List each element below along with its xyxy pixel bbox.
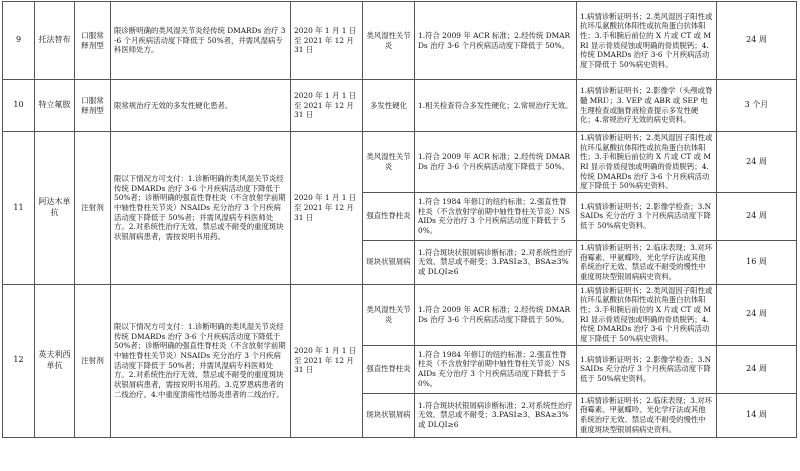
table-row	[3, 80, 797, 132]
drug-name: 英夫利西单抗	[35, 284, 75, 437]
row-number: 10	[3, 80, 35, 132]
material-text: 1.病情诊断证明书；2.临床表现；3.对环孢霉素、甲氨蝶呤、光化学疗法或其他系统治疗无效、禁忌或不耐受的慢性中重度斑块型银屑病病史资料。	[577, 393, 717, 437]
dosage-form: 口服常释剂型	[75, 80, 111, 132]
indication-text: 限以下情况方可支付：1.诊断明确的类风湿关节炎经传统 DMARDs 治疗 3-6 个月疾病活动度下降低于 50%者；诊断明确的强直性脊柱炎（不含放射学前期中轴性脊柱关节炎）NSAIDs 充分治疗 3 个月疾病活动度下降低于 50%者；并需风湿病专科医师处方。2.对系统性治疗无效、禁忌或不耐受的重度斑块状银屑病患者，需按说明书用药。	[111, 132, 291, 285]
validity-period: 2020 年 1 月 1 日至 2021 年 12 月 31 日	[291, 2, 363, 80]
validity-period: 2020 年 1 月 1 日至 2021 年 12 月 31 日	[291, 132, 363, 285]
indication-text: 限诊断明确的类风湿关节炎经传统 DMARDs 治疗 3-6 个月疾病活动度下降低于 50%者，并需风湿病专科医师处方。	[111, 2, 291, 80]
drug-reimbursement-table	[2, 1, 797, 438]
criteria-text: 1.符合斑块状银屑病诊断标准；2.对系统性治疗无效、禁忌或不耐受；3.PASI≥3、BSA≥3%或 DLQI≥6	[415, 240, 577, 284]
treatment-duration: 24 周	[717, 132, 797, 193]
validity-period: 2020 年 1 月 1 日至 2021 年 12 月 31 日	[291, 80, 363, 132]
material-text: 1.病情诊断证明书；2.临床表现；3.对环孢霉素、甲氨蝶呤、光化学疗法或其他系统治疗无效、禁忌或不耐受的慢性中重度斑块型银屑病病史资料。	[577, 240, 717, 284]
table-row	[3, 2, 797, 80]
table-row	[3, 284, 797, 345]
drug-name: 阿达木单抗	[35, 132, 75, 285]
row-number: 9	[3, 2, 35, 80]
treatment-duration: 3 个月	[717, 80, 797, 132]
disease-name: 多发性硬化	[363, 80, 415, 132]
disease-name: 类风湿性关节炎	[363, 132, 415, 193]
treatment-duration: 24 周	[717, 345, 797, 393]
row-number: 12	[3, 284, 35, 437]
disease-name: 斑块状银屑病	[363, 240, 415, 284]
dosage-form: 注射剂	[75, 132, 111, 285]
criteria-text: 1.符合 1984 年修订的纽约标准；2.强直性脊柱炎（不含放射学前期中轴性脊柱关节炎）NSAIDs 充分治疗 3 个月疾病活动度下降低于 50%。	[415, 345, 577, 393]
disease-name: 类风湿性关节炎	[363, 284, 415, 345]
material-text: 1.病情诊断证明书；2.影像学检查；3.NSAIDs 充分治疗 3 个月疾病活动度下降低于 50%病史资料。	[577, 345, 717, 393]
validity-period: 2020 年 1 月 1 日至 2021 年 12 月 31 日	[291, 284, 363, 437]
material-text: 1.病情诊断证明书；2.类风湿因子阳性或抗环瓜氨酸抗体阳性或抗角蛋白抗体阳性；3.手和腕后前位的 X 片或 CT 或 MRI 显示骨质侵蚀或明确的骨质脱钙；4.传统 DMARDs 治疗 3-6 个月疾病活动度下降低于 50%病史资料。	[577, 2, 717, 80]
criteria-text: 1.符合 2009 年 ACR 标准；2.经传统 DMARDs 治疗 3-6 个月疾病活动度下降低于 50%。	[415, 132, 577, 193]
treatment-duration: 24 周	[717, 192, 797, 240]
dosage-form: 口服常释剂型	[75, 2, 111, 80]
drug-name: 托法替布	[35, 2, 75, 80]
material-text: 1.病情诊断证明书；2.影像学（头颅或脊髓 MRI）；3. VEP 或 ABR 或 SEP 电生理检查或脑脊液检查提示多发性硬化；4.常规治疗无效的病史资料。	[577, 80, 717, 132]
disease-name: 类风湿性关节炎	[363, 2, 415, 80]
criteria-text: 1.符合 1984 年修订的纽约标准；2.强直性脊柱炎（不含放射学前期中轴性脊柱关节炎）NSAIDs 充分治疗 3 个月疾病活动度下降低于 50%。	[415, 192, 577, 240]
indication-text: 限常规治疗无效的多发性硬化患者。	[111, 80, 291, 132]
treatment-duration: 14 周	[717, 393, 797, 437]
material-text: 1.病情诊断证明书；2.类风湿因子阳性或抗环瓜氨酸抗体阳性或抗角蛋白抗体阳性；3.手和腕后前位的 X 片或 CT 或 MRI 显示骨质侵蚀或明确的骨质脱钙；4.传统 DMARDs 治疗 3-6 个月疾病活动度下降低于 50%病史资料。	[577, 132, 717, 193]
drug-name: 特立氟胺	[35, 80, 75, 132]
criteria-text: 1.符合斑块状银屑病诊断标准；2.对系统性治疗无效、禁忌或不耐受；3.PASI≥3、BSA≥3%或 DLQI≥6	[415, 393, 577, 437]
disease-name: 强直性脊柱炎	[363, 192, 415, 240]
criteria-text: 1.符合 2009 年 ACR 标准；2.经传统 DMARDs 治疗 3-6 个月疾病活动度下降低于 50%。	[415, 2, 577, 80]
indication-text: 限以下情况方可支付：1.诊断明确的类风湿关节炎经传统 DMARDs 治疗 3-6 个月疾病活动度下降低于 50%者；诊断明确的强直性脊柱炎（不含放射学前期中轴性脊柱关节炎）NSAIDs 充分治疗 3 个月疾病活动度下降低于 50%者；并需风湿病专科医师处方。2.对系统性治疗无效、禁忌或不耐受的重度斑块状银屑病患者，需按说明书用药。3.克罗恩病患者的二线治疗。4.中重度溃疡性结肠炎患者的二线治疗。	[111, 284, 291, 437]
row-number: 11	[3, 132, 35, 285]
treatment-duration: 24 周	[717, 2, 797, 80]
treatment-duration: 24 周	[717, 284, 797, 345]
material-text: 1.病情诊断证明书；2.类风湿因子阳性或抗环瓜氨酸抗体阳性或抗角蛋白抗体阳性；3.手和腕后前位的 X 片或 CT 或 MRI 显示骨质侵蚀或明确的骨质脱钙；4.传统 DMARDs 治疗 3-6 个月疾病活动度下降低于 50%病史资料。	[577, 284, 717, 345]
criteria-text: 1.符合 2009 年 ACR 标准；2.经传统 DMARDs 治疗 3-6 个月疾病活动度下降低于 50%。	[415, 284, 577, 345]
table-row	[3, 132, 797, 193]
material-text: 1.病情诊断证明书；2.影像学检查；3.NSAIDs 充分治疗 3 个月疾病活动度下降低于 50%病史资料。	[577, 192, 717, 240]
treatment-duration: 16 周	[717, 240, 797, 284]
disease-name: 强直性脊柱炎	[363, 345, 415, 393]
criteria-text: 1.相关检查符合多发性硬化；2.常规治疗无效。	[415, 80, 577, 132]
disease-name: 斑块状银屑病	[363, 393, 415, 437]
dosage-form: 注射剂	[75, 284, 111, 437]
